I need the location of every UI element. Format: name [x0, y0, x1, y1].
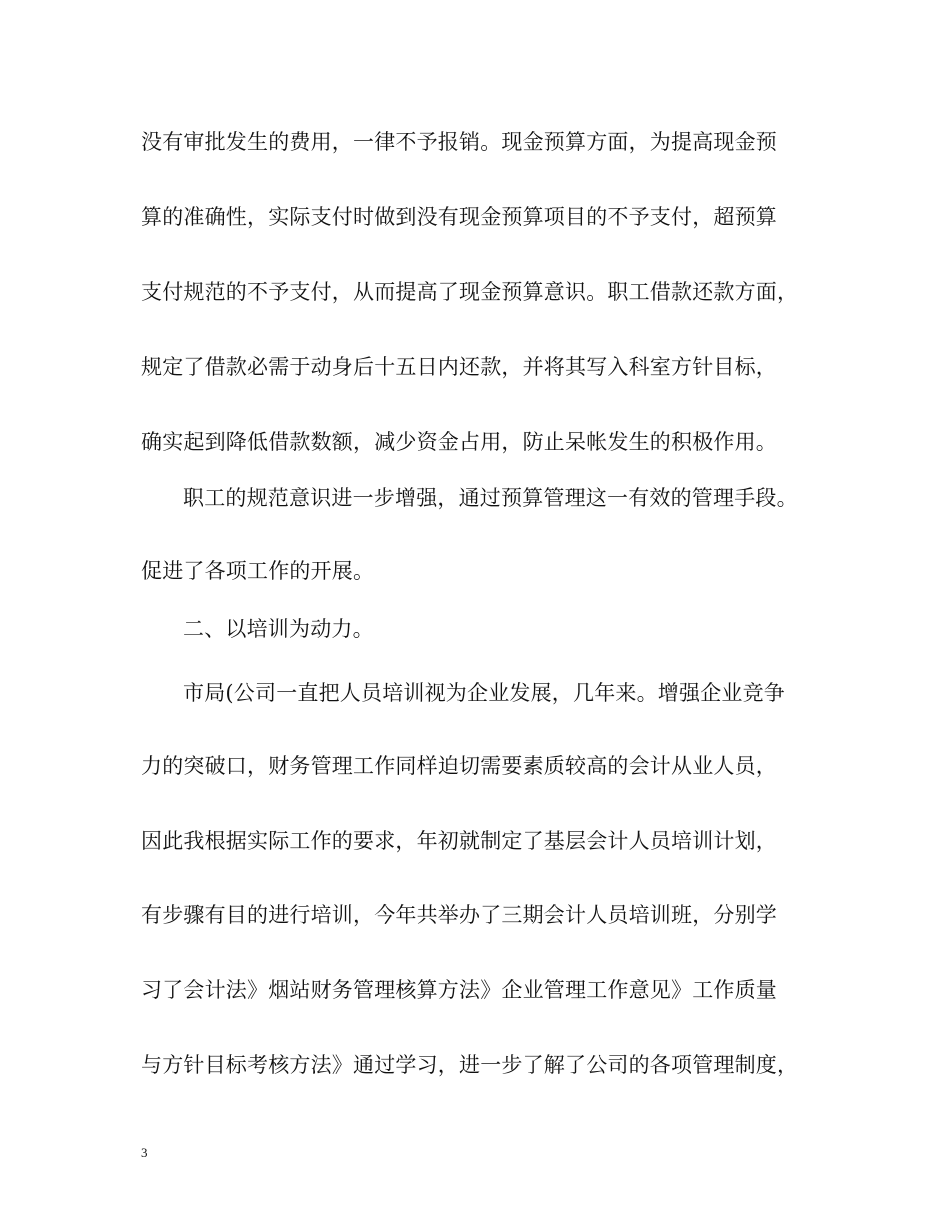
- section-heading: 二、以培训为动力。: [183, 617, 374, 641]
- body-text-line: 力的突破口，财务管理工作同样迫切需要素质较高的会计从业人员，: [141, 754, 777, 778]
- body-text-line: 促进了各项工作的开展。: [141, 559, 375, 583]
- body-text-line: 支付规范的不予支付，从而提高了现金预算意识。职工借款还款方面，: [141, 280, 799, 304]
- body-text-line: 没有审批发生的费用，一律不予报销。现金预算方面，为提高现金预: [141, 130, 777, 154]
- page-number: 3: [141, 1145, 148, 1160]
- body-text-line: 有步骤有目的进行培训，今年共举办了三期会计人员培训班，分别学: [141, 903, 777, 927]
- body-text-line: 习了会计法》烟站财务管理核算方法》企业管理工作意见》工作质量: [141, 978, 777, 1002]
- paragraph-first-line: 市局(公司一直把人员培训视为企业发展，几年来。增强企业竞争: [183, 681, 785, 705]
- body-text-line: 确实起到降低借款数额，减少资金占用，防止呆帐发生的积极作用。: [141, 430, 777, 454]
- body-text-line: 因此我根据实际工作的要求，年初就制定了基层会计人员培训计划，: [141, 829, 777, 853]
- body-text-line: 与方针目标考核方法》通过学习，进一步了解了公司的各项管理制度，: [141, 1053, 799, 1077]
- body-text-line: 算的准确性，实际支付时做到没有现金预算项目的不予支付，超预算: [141, 205, 777, 229]
- body-text-line: 规定了借款必需于动身后十五日内还款，并将其写入科室方针目标，: [141, 355, 777, 379]
- paragraph-first-line: 职工的规范意识进一步增强，通过预算管理这一有效的管理手段。: [183, 486, 798, 510]
